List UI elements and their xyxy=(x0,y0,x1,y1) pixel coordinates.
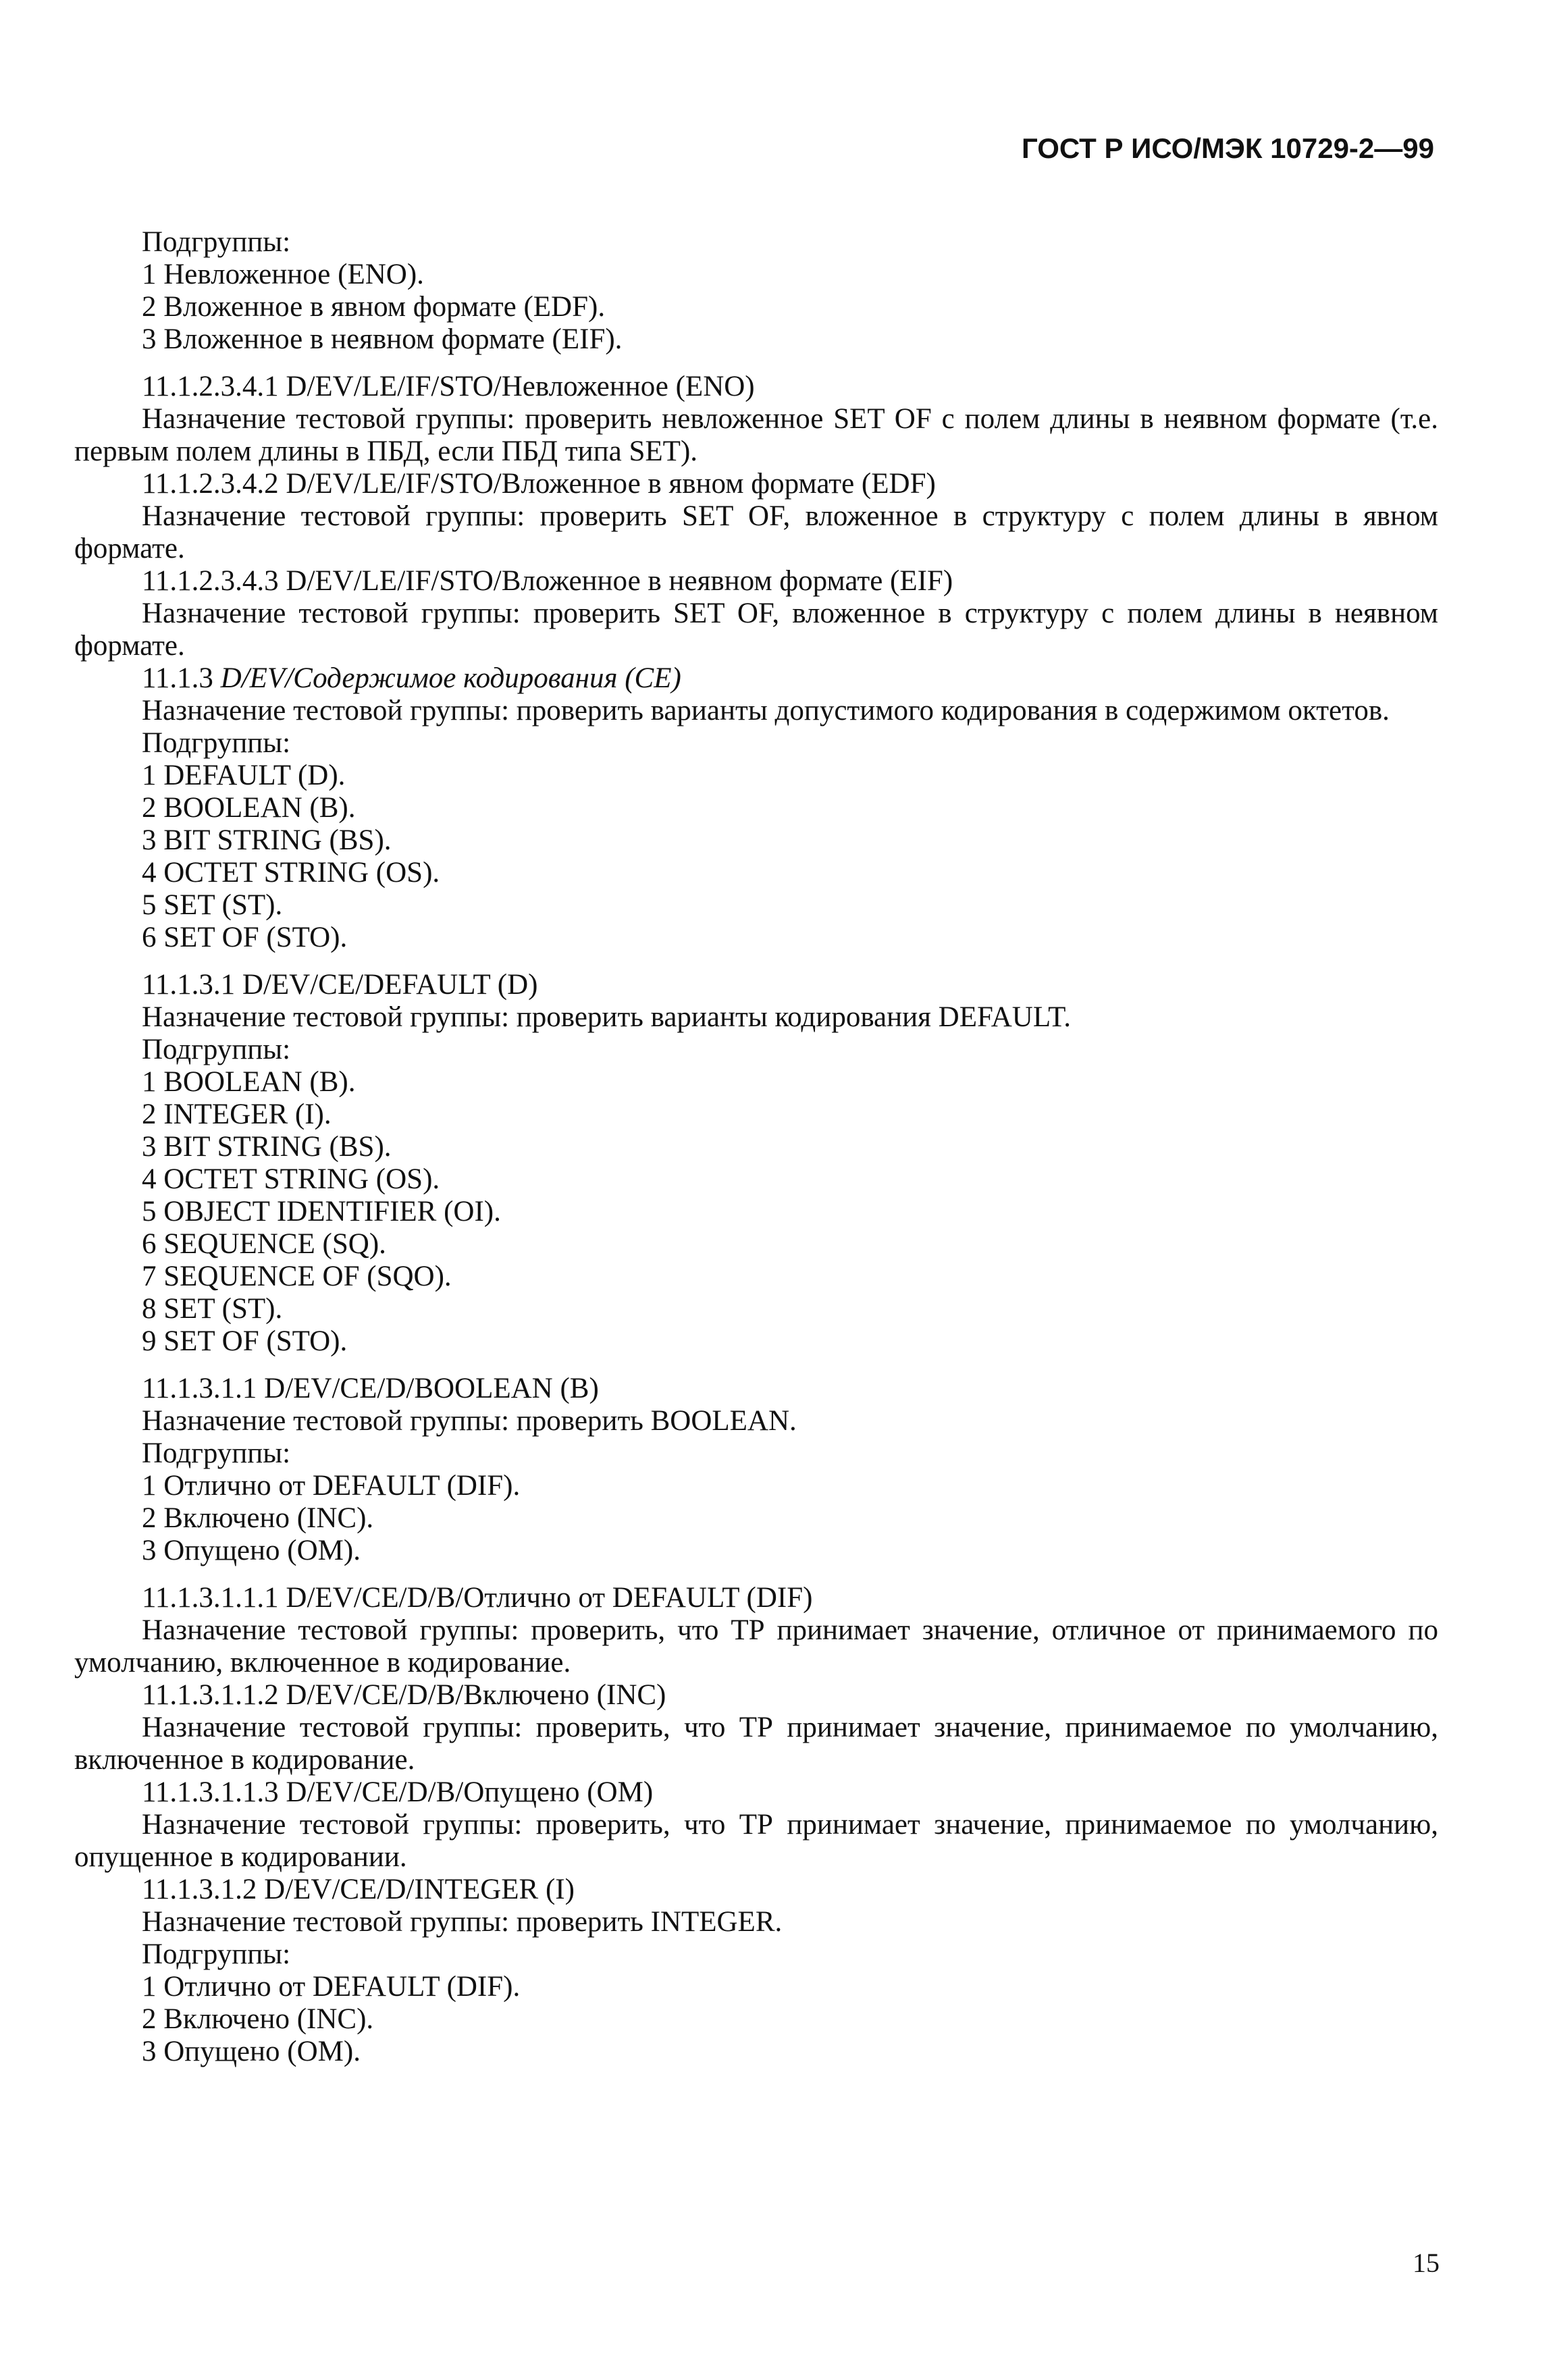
list-item: 5 OBJECT IDENTIFIER (OI). xyxy=(142,1196,501,1227)
list-item: 9 SET OF (STO). xyxy=(142,1325,348,1357)
section-heading: 11.1.3.1 D/EV/CE/DEFAULT (D) xyxy=(142,969,538,1001)
section-heading: 11.1.2.3.4.3 D/EV/LE/IF/STO/Вложенное в неявном формате (EIF) xyxy=(142,565,953,597)
list-item: 4 OCTET STRING (OS). xyxy=(142,857,440,889)
paragraph: Назначение тестовой группы: проверить, что ТР принимает значение, принимаемое по умолчанию, опущенное в кодировании. xyxy=(74,1809,1438,1873)
subgroups-heading: Подгруппы: xyxy=(142,1034,291,1065)
section-heading: 11.1.3.1.1.1 D/EV/CE/D/B/Отлично от DEFAULT (DIF) xyxy=(142,1582,813,1614)
paragraph: Назначение тестовой группы: проверить SET OF, вложенное в структуру с полем длины в явном формате. xyxy=(74,500,1438,564)
list-item: 2 Вложенное в явном формате (EDF). xyxy=(142,291,606,323)
list-item: 7 SEQUENCE OF (SQO). xyxy=(142,1261,452,1292)
paragraph: Назначение тестовой группы: проверить, что ТР принимает значение, принимаемое по умолчанию, включенное в кодирование. xyxy=(74,1712,1438,1776)
subgroups-heading: Подгруппы: xyxy=(142,727,291,759)
list-item: 2 Включено (INC). xyxy=(142,1502,374,1534)
list-item: 2 Включено (INC). xyxy=(142,2003,374,2035)
section-heading: 11.1.3.1.1 D/EV/CE/D/BOOLEAN (B) xyxy=(142,1373,599,1404)
document-code-header: ГОСТ Р ИСО/МЭК 10729-2—99 xyxy=(1021,132,1434,164)
list-item: 2 BOOLEAN (B). xyxy=(142,792,356,824)
section-heading: 11.1.2.3.4.2 D/EV/LE/IF/STO/Вложенное в явном формате (EDF) xyxy=(142,468,936,500)
section-heading: 11.1.3.1.1.3 D/EV/CE/D/B/Опущено (OM) xyxy=(142,1776,654,1808)
document-body xyxy=(74,226,1438,2068)
list-item: 1 BOOLEAN (B). xyxy=(142,1066,356,1098)
list-item: 1 Отлично от DEFAULT (DIF). xyxy=(142,1971,521,2003)
paragraph: Назначение тестовой группы: проверить BOOLEAN. xyxy=(142,1405,797,1437)
paragraph: Назначение тестовой группы: проверить INTEGER. xyxy=(142,1906,783,1938)
paragraph: Назначение тестовой группы: проверить SET OF, вложенное в структуру с полем длины в неявном формате. xyxy=(74,598,1438,662)
list-item: 6 SET OF (STO). xyxy=(142,922,348,953)
section-number: 11.1.3 xyxy=(142,662,221,694)
list-item: 5 SET (ST). xyxy=(142,889,283,921)
subgroups-heading: Подгруппы: xyxy=(142,1938,291,1970)
list-item: 1 Невложенное (ENO). xyxy=(142,259,424,290)
subgroups-heading: Подгруппы: xyxy=(142,226,291,258)
section-title: D/EV/Содержимое кодирования (CE) xyxy=(220,662,681,694)
list-item: 6 SEQUENCE (SQ). xyxy=(142,1228,386,1260)
list-item: 1 Отлично от DEFAULT (DIF). xyxy=(142,1470,521,1502)
list-item: 3 Вложенное в неявном формате (EIF). xyxy=(142,323,623,355)
section-heading: 11.1.3.1.1.2 D/EV/CE/D/B/Включено (INC) xyxy=(142,1679,666,1711)
list-item: 3 Опущено (OM). xyxy=(142,2036,361,2067)
list-item: 3 BIT STRING (BS). xyxy=(142,824,392,856)
subgroups-heading: Подгруппы: xyxy=(142,1437,291,1469)
list-item: 2 INTEGER (I). xyxy=(142,1099,332,1130)
paragraph: Назначение тестовой группы: проверить, что ТР принимает значение, отличное от принимаемого по умолчанию, включенное в кодирование. xyxy=(74,1614,1438,1678)
paragraph: Назначение тестовой группы: проверить варианты кодирования DEFAULT. xyxy=(142,1001,1071,1033)
section-heading: 11.1.3.1.2 D/EV/CE/D/INTEGER (I) xyxy=(142,1874,575,1905)
page-number: 15 xyxy=(1413,2248,1440,2278)
list-item: 3 Опущено (OM). xyxy=(142,1535,361,1566)
list-item: 8 SET (ST). xyxy=(142,1293,283,1325)
list-item: 1 DEFAULT (D). xyxy=(142,760,346,791)
list-item: 3 BIT STRING (BS). xyxy=(142,1131,392,1163)
list-item: 4 OCTET STRING (OS). xyxy=(142,1163,440,1195)
paragraph: Назначение тестовой группы: проверить варианты допустимого кодирования в содержимом октетов. xyxy=(142,695,1390,726)
section-heading: 11.1.2.3.4.1 D/EV/LE/IF/STO/Невложенное (ENO) xyxy=(142,371,755,402)
section-heading-italic xyxy=(74,662,1438,695)
paragraph: Назначение тестовой группы: проверить невложенное SET OF с полем длины в неявном формате (т.е. первым полем длины в ПБД, если ПБД типа SET). xyxy=(74,403,1438,467)
